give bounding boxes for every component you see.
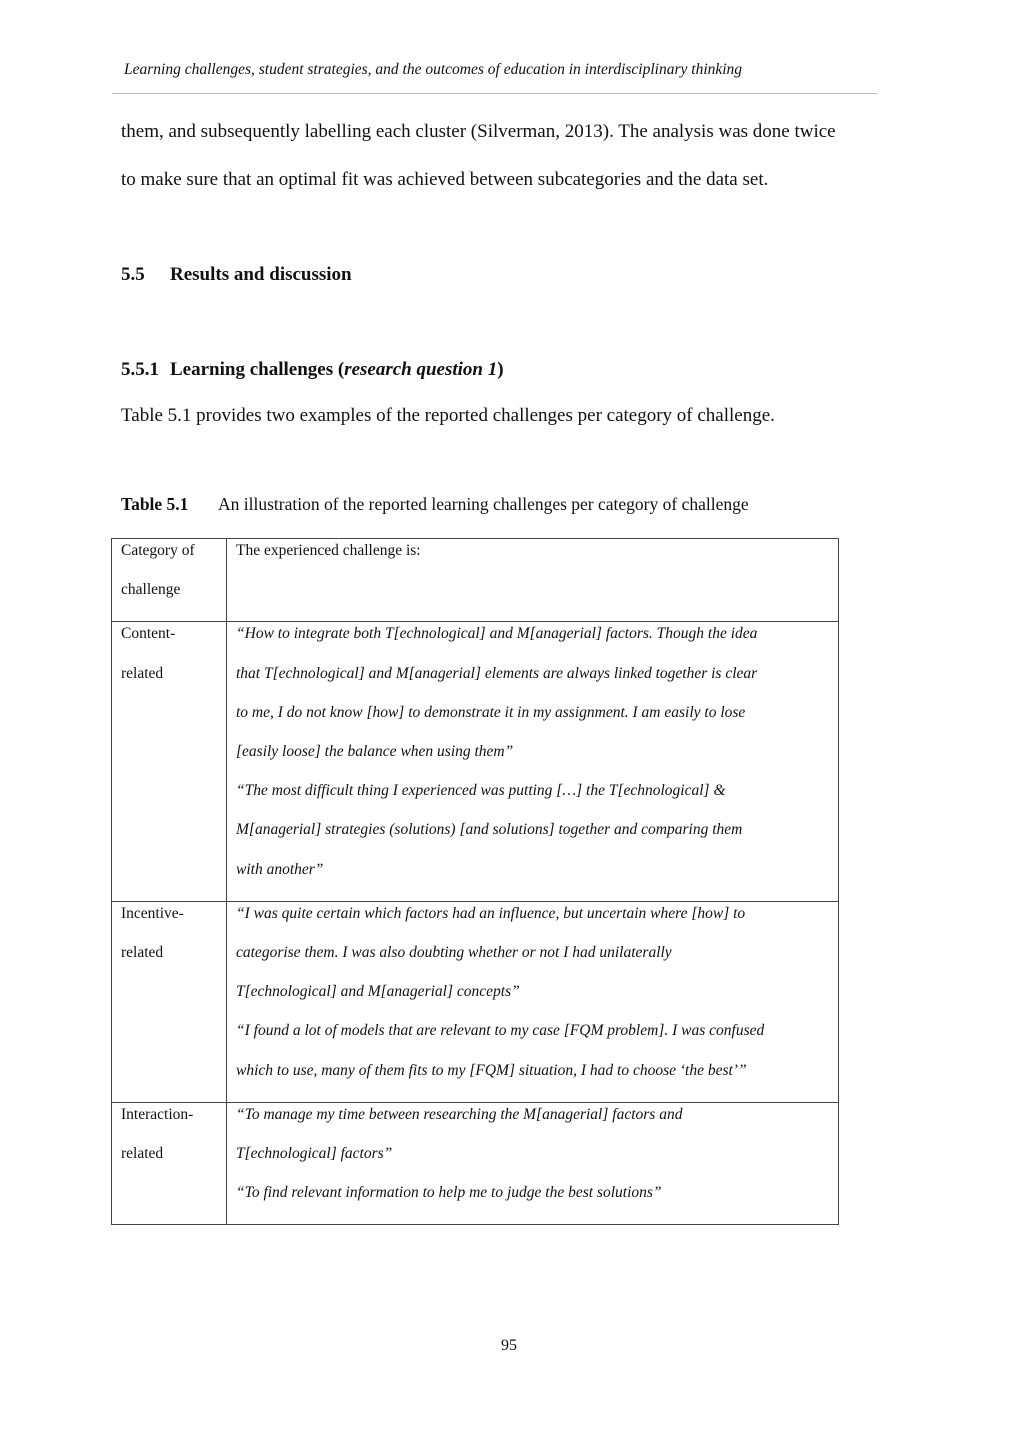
quote-line: to me, I do not know [how] to demonstrate it in my assignment. I am easily to lose (236, 703, 746, 721)
header-category-line: Category of (121, 542, 195, 559)
challenges-table (111, 538, 839, 1225)
body-line-2: to make sure that an optimal fit was achieved between subcategories and the data set. (121, 169, 769, 190)
table-caption-text: An illustration of the reported learning challenges per category of challenge (218, 494, 749, 514)
category-cell (112, 1102, 227, 1225)
table-header-row (112, 539, 839, 622)
challenges-table-body (112, 539, 839, 1225)
quote-line: T[echnological] and M[anagerial] concepts” (236, 983, 520, 1001)
subsection-heading (121, 359, 504, 381)
category-line: related (121, 1145, 164, 1163)
quote-line: M[anagerial] strategies (solutions) [and solutions] together and comparing them (236, 821, 743, 839)
quote-line: which to use, many of them fits to my [FQM] situation, I had to choose ‘the best’” (236, 1061, 747, 1079)
quote-cell (227, 1102, 839, 1225)
category-cell (112, 622, 227, 901)
quote-line: “To find relevant information to help me to judge the best solutions” (236, 1184, 662, 1202)
quote-cell (227, 622, 839, 901)
subsection-title-italic: research question 1 (344, 359, 498, 380)
header-rule (112, 93, 877, 94)
quote-line: with another” (236, 860, 324, 878)
section-title: Results and discussion (170, 264, 352, 285)
category-line: related (121, 664, 164, 682)
quote-line: [easily loose] the balance when using them” (236, 743, 514, 761)
quote-line: categorise them. I was also doubting whether or not I had unilaterally (236, 944, 672, 962)
quote-line: “The most difficult thing I experienced was putting […] the T[echnological] & (236, 782, 726, 800)
table-row-content-related (112, 622, 839, 901)
quote-line: that T[echnological] and M[anagerial] elements are always linked together is clear (236, 664, 758, 682)
quote-line: “To manage my time between researching the M[anagerial] factors and (236, 1105, 683, 1123)
table-caption (121, 494, 749, 515)
table-row-incentive-related (112, 901, 839, 1102)
quote-line: T[echnological] factors” (236, 1145, 393, 1163)
quote-line: “I found a lot of models that are relevant to my case [FQM problem]. I was confused (236, 1022, 765, 1040)
quote-line: “How to integrate both T[echnological] and M[anagerial] factors. Though the idea (236, 625, 758, 643)
header-challenge-cell (227, 539, 839, 622)
category-line: related (121, 944, 164, 962)
header-category-line: challenge (121, 581, 181, 599)
table-row-interaction-related (112, 1102, 839, 1225)
subsection-title-end: ) (497, 359, 504, 380)
subsection-number: 5.5.1 (121, 359, 159, 380)
section-heading (121, 264, 352, 286)
header-challenge-line: The experienced challenge is: (236, 542, 421, 559)
category-line: Incentive- (121, 904, 184, 922)
quote-line: “I was quite certain which factors had an influence, but uncertain where [how] to (236, 904, 746, 922)
subsection-title-start: Learning challenges ( (170, 359, 345, 380)
category-line: Content- (121, 625, 176, 643)
page-number: 95 (501, 1337, 517, 1354)
section-number: 5.5 (121, 264, 145, 285)
intro-line: Table 5.1 provides two examples of the reported challenges per category of challenge. (121, 405, 775, 426)
quote-cell (227, 901, 839, 1102)
category-line: Interaction- (121, 1105, 194, 1123)
table-caption-label: Table 5.1 (121, 494, 189, 514)
header-category-cell (112, 539, 227, 622)
category-cell (112, 901, 227, 1102)
body-line-1: them, and subsequently labelling each cluster (Silverman, 2013). The analysis was done twice (121, 121, 836, 142)
running-header: Learning challenges, student strategies, and the outcomes of education in interdisciplinary thinking (124, 61, 743, 78)
